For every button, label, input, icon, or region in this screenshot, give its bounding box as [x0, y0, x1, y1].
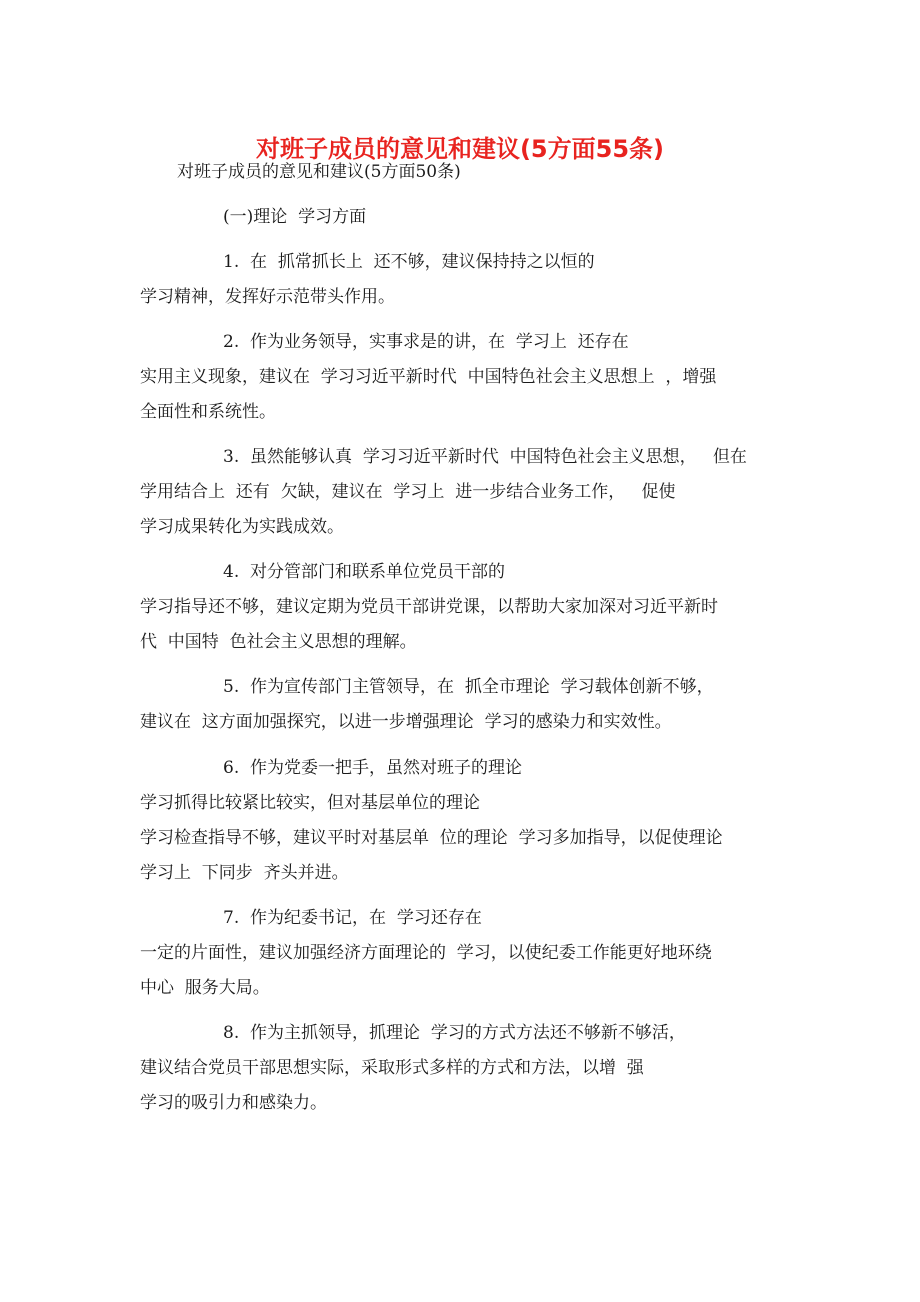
item-6-line-4: 学习上 下同步 齐头并进。 — [140, 863, 349, 883]
item-2-line-3: 全面性和系统性。 — [140, 402, 276, 422]
item-5-line-2: 建议在 这方面加强探究，以进一步增强理论 学习的感染力和实效性。 — [140, 712, 672, 732]
item-5-line-1: 5. 作为宣传部门主管领导，在 抓全市理论 学习载体创新不够， — [223, 677, 714, 697]
item-8-line-1: 8. 作为主抓领导，抓理论 学习的方式方法还不够新不够活， — [223, 1023, 686, 1043]
item-7-line-2: 一定的片面性，建议加强经济方面理论的 学习，以使纪委工作能更好地环绕 — [140, 943, 712, 963]
document-title: 对班子成员的意见和建议(5方面55条) — [255, 135, 665, 164]
item-7-line-3: 中心 服务大局。 — [140, 978, 270, 998]
item-6-line-1: 6. 作为党委一把手，虽然对班子的理论 — [223, 758, 523, 778]
item-8-line-2: 建议结合党员干部思想实际，采取形式多样的方式和方法，以增 强 — [140, 1058, 644, 1078]
item-3-line-1: 3. 虽然能够认真 学习习近平新时代 中国特色社会主义思想， 但在 — [223, 447, 747, 467]
item-2-line-1: 2. 作为业务领导，实事求是的讲，在 学习上 还存在 — [223, 332, 629, 352]
item-2-line-2: 实用主义现象，建议在 学习习近平新时代 中国特色社会主义思想上 ，增强 — [140, 367, 717, 387]
item-1-line-1: 1. 在 抓常抓长上 还不够，建议保持持之以恒的 — [223, 252, 595, 272]
item-3-line-3: 学习成果转化为实践成效。 — [140, 517, 344, 537]
item-1-line-2: 学习精神，发挥好示范带头作用。 — [140, 287, 395, 307]
item-4-line-2: 学习指导还不够，建议定期为党员干部讲党课，以帮助大家加深对习近平新时 — [140, 597, 718, 617]
item-4-line-3: 代 中国特 色社会主义思想的理解。 — [140, 632, 417, 652]
item-7-line-1: 7. 作为纪委书记，在 学习还存在 — [223, 908, 482, 928]
item-6-line-2: 学习抓得比较紧比较实，但对基层单位的理论 — [140, 793, 480, 813]
item-8-line-3: 学习的吸引力和感染力。 — [140, 1093, 327, 1113]
item-6-line-3: 学习检查指导不够，建议平时对基层单 位的理论 学习多加指导，以促使理论 — [140, 828, 723, 848]
item-4-line-1: 4. 对分管部门和联系单位党员干部的 — [223, 562, 506, 582]
document-subtitle: 对班子成员的意见和建议(5方面50条) — [177, 162, 461, 182]
section-heading: (一)理论 学习方面 — [223, 207, 367, 227]
item-3-line-2: 学用结合上 还有 欠缺，建议在 学习上 进一步结合业务工作， 促使 — [140, 482, 676, 502]
